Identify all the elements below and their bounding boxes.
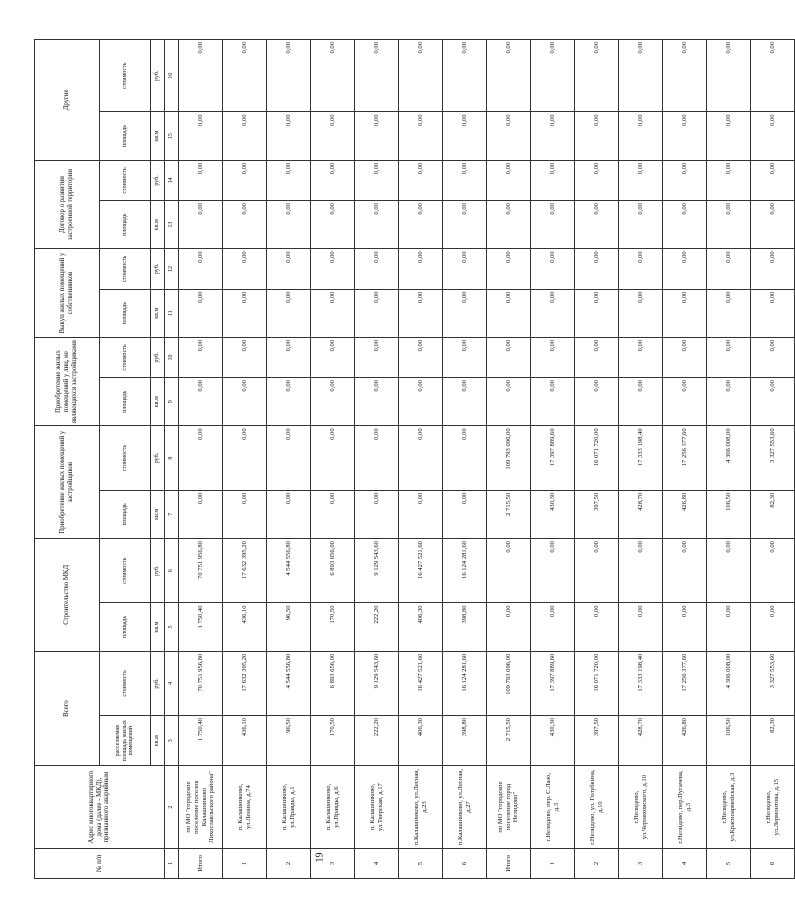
cell-zastr-area: 426,80	[663, 490, 707, 538]
cell-ne-zastr-cost: 0,00	[223, 337, 267, 377]
cell-vykup-cost: 0,00	[751, 249, 795, 289]
cell-zastr-area: 0,00	[399, 490, 443, 538]
cell-ne-zastr-cost: 0,00	[575, 337, 619, 377]
cell-other-area: 0,00	[179, 112, 223, 160]
cell-dogovor-area: 0,00	[663, 201, 707, 249]
cell-zastr-cost: 4 306 008,00	[707, 426, 751, 490]
row-address: п. Калашниково, ул.Ленина, д.74	[223, 766, 267, 848]
cell-dogovor-cost: 0,00	[355, 160, 399, 200]
row-number: 6	[443, 848, 487, 878]
header-row-subcolumns	[100, 40, 151, 879]
cell-mkd-area: 0,00	[663, 603, 707, 651]
cell-dogovor-area: 0,00	[355, 201, 399, 249]
cell-ne-zastr-area: 0,00	[267, 378, 311, 426]
cell-zastr-area: 0,00	[223, 490, 267, 538]
cell-mkd-area: 0,00	[751, 603, 795, 651]
cell-vsego-area: 426,80	[663, 716, 707, 766]
cell-other-cost: 0,00	[531, 40, 575, 113]
header-ne-zastr-area: площадь	[100, 378, 151, 426]
cell-other-area: 0,00	[355, 112, 399, 160]
cell-ne-zastr-cost: 0,00	[355, 337, 399, 377]
header-group-ne-zastr: Приобретение жилых помещений у лиц, не являющихся застройщиками	[35, 337, 100, 426]
cell-vsego-cost: 16 124 281,60	[443, 651, 487, 715]
header-zastr-cost: стоимость	[100, 426, 151, 490]
cell-other-area: 0,00	[663, 112, 707, 160]
cell-other-cost: 0,00	[355, 40, 399, 113]
unit-cell: кв.м	[151, 490, 165, 538]
cell-mkd-cost: 0,00	[707, 539, 751, 603]
cell-other-cost: 0,00	[399, 40, 443, 113]
cell-ne-zastr-cost: 0,00	[531, 337, 575, 377]
row-number: 1	[223, 848, 267, 878]
row-address: по МО "городское поселение поселок Калашниково Лихославльского района"	[179, 766, 223, 848]
table-row-total	[179, 40, 223, 879]
cell-vsego-cost: 17 256 377,60	[663, 651, 707, 715]
cell-other-cost: 0,00	[663, 40, 707, 113]
column-index-cell: 12	[165, 249, 179, 289]
cell-mkd-area: 222,20	[355, 603, 399, 651]
header-vykup-area: площадь	[100, 289, 151, 337]
cell-mkd-cost: 17 632 395,20	[223, 539, 267, 603]
cell-ne-zastr-area: 0,00	[223, 378, 267, 426]
unit-cell: руб.	[151, 651, 165, 715]
cell-ne-zastr-area: 0,00	[531, 378, 575, 426]
cell-ne-zastr-area: 0,00	[663, 378, 707, 426]
cell-other-area: 0,00	[707, 112, 751, 160]
cell-vsego-cost: 3 327 553,60	[751, 651, 795, 715]
row-number: 4	[663, 848, 707, 878]
cell-dogovor-cost: 0,00	[531, 160, 575, 200]
cell-vsego-cost: 4 544 556,80	[267, 651, 311, 715]
header-group-zastr: Приобретение жилых помещений у застройщиков	[35, 426, 100, 539]
cell-vykup-area: 0,00	[443, 289, 487, 337]
cell-vykup-area: 0,00	[267, 289, 311, 337]
cell-vsego-area: 170,50	[311, 716, 355, 766]
row-number: 6	[751, 848, 795, 878]
cell-zastr-area: 0,00	[179, 490, 223, 538]
row-number: 5	[399, 848, 443, 878]
unit-cell: руб.	[151, 539, 165, 603]
cell-mkd-cost: 0,00	[619, 539, 663, 603]
resettlement-table	[34, 39, 795, 879]
cell-ne-zastr-cost: 0,00	[399, 337, 443, 377]
cell-other-cost: 0,00	[311, 40, 355, 113]
cell-ne-zastr-cost: 0,00	[179, 337, 223, 377]
cell-vykup-area: 0,00	[355, 289, 399, 337]
cell-dogovor-cost: 0,00	[311, 160, 355, 200]
column-index-cell: 4	[165, 651, 179, 715]
cell-dogovor-cost: 0,00	[223, 160, 267, 200]
header-dogovor-area: площадь	[100, 201, 151, 249]
row-number: 3	[311, 848, 355, 878]
cell-ne-zastr-area: 0,00	[443, 378, 487, 426]
cell-vsego-area: 2 715,50	[487, 716, 531, 766]
table-row	[751, 40, 795, 879]
cell-vykup-area: 0,00	[311, 289, 355, 337]
row-number: Итого	[487, 848, 531, 878]
header-num: № п/п	[35, 848, 165, 878]
cell-zastr-area: 0,00	[311, 490, 355, 538]
cell-dogovor-area: 0,00	[707, 201, 751, 249]
cell-other-cost: 0,00	[575, 40, 619, 113]
cell-mkd-cost: 6 893 656,00	[311, 539, 355, 603]
cell-vykup-area: 0,00	[531, 289, 575, 337]
table-row	[355, 40, 399, 879]
header-address: Адрес многоквартирного дома (далее - МКД), признанного аварийным	[35, 766, 165, 848]
cell-zastr-area: 0,00	[267, 490, 311, 538]
row-address: г.Нелидово, ул.Черняховского, д.10	[619, 766, 663, 848]
cell-vsego-area: 406,30	[399, 716, 443, 766]
header-ne-zastr-cost: стоимость	[100, 337, 151, 377]
cell-ne-zastr-cost: 0,00	[619, 337, 663, 377]
cell-vsego-cost: 4 306 008,00	[707, 651, 751, 715]
cell-ne-zastr-area: 0,00	[179, 378, 223, 426]
header-group-mkd: Строительство МКД	[35, 539, 100, 652]
cell-ne-zastr-area: 0,00	[487, 378, 531, 426]
cell-other-cost: 0,00	[179, 40, 223, 113]
column-index-cell: 3	[165, 716, 179, 766]
cell-ne-zastr-cost: 0,00	[751, 337, 795, 377]
cell-zastr-cost: 17 333 198,40	[619, 426, 663, 490]
unit-cell: кв.м	[151, 201, 165, 249]
unit-cell: кв.м	[151, 112, 165, 160]
cell-other-area: 0,00	[751, 112, 795, 160]
unit-cell: кв.м	[151, 603, 165, 651]
cell-mkd-area: 0,00	[487, 603, 531, 651]
cell-ne-zastr-area: 0,00	[355, 378, 399, 426]
cell-vsego-area: 106,50	[707, 716, 751, 766]
table-row	[619, 40, 663, 879]
cell-mkd-area: 0,00	[619, 603, 663, 651]
cell-dogovor-cost: 0,00	[443, 160, 487, 200]
cell-vykup-cost: 0,00	[311, 249, 355, 289]
cell-vykup-area: 0,00	[751, 289, 795, 337]
cell-vsego-cost: 9 129 543,60	[355, 651, 399, 715]
cell-zastr-cost: 17 256 377,60	[663, 426, 707, 490]
cell-mkd-area: 0,00	[707, 603, 751, 651]
cell-vsego-area: 397,50	[575, 716, 619, 766]
cell-dogovor-cost: 0,00	[399, 160, 443, 200]
cell-vsego-area: 436,10	[223, 716, 267, 766]
row-address: г.Нелидово, пер.Пугачева, д.3	[663, 766, 707, 848]
cell-vsego-area: 96,50	[267, 716, 311, 766]
table-row	[663, 40, 707, 879]
row-address: п. Калашниково, ул.Тверская, д.17	[355, 766, 399, 848]
cell-dogovor-cost: 0,00	[707, 160, 751, 200]
row-number: 1	[531, 848, 575, 878]
cell-mkd-cost: 9 129 543,60	[355, 539, 399, 603]
cell-ne-zastr-cost: 0,00	[311, 337, 355, 377]
cell-vykup-cost: 0,00	[707, 249, 751, 289]
column-index-cell: 2	[165, 766, 179, 848]
cell-other-area: 0,00	[311, 112, 355, 160]
row-number: 5	[707, 848, 751, 878]
cell-zastr-cost: 16 071 720,00	[575, 426, 619, 490]
table-row	[707, 40, 751, 879]
cell-mkd-cost: 4 544 556,80	[267, 539, 311, 603]
cell-vykup-cost: 0,00	[179, 249, 223, 289]
cell-zastr-cost: 17 397 889,60	[531, 426, 575, 490]
cell-vykup-cost: 0,00	[443, 249, 487, 289]
cell-vykup-cost: 0,00	[355, 249, 399, 289]
row-number: 2	[575, 848, 619, 878]
column-index-cell: 11	[165, 289, 179, 337]
cell-zastr-cost: 0,00	[311, 426, 355, 490]
header-group-vykup: Выкуп жилых помещений у собственников	[35, 249, 100, 338]
table-row	[531, 40, 575, 879]
cell-zastr-area: 106,50	[707, 490, 751, 538]
row-address: г.Нелидово, пер. С.Лазо, д.3	[531, 766, 575, 848]
table-row	[443, 40, 487, 879]
cell-vykup-area: 0,00	[575, 289, 619, 337]
cell-mkd-area: 398,80	[443, 603, 487, 651]
column-index-cell: 13	[165, 201, 179, 249]
cell-mkd-cost: 0,00	[575, 539, 619, 603]
cell-other-area: 0,00	[575, 112, 619, 160]
cell-dogovor-area: 0,00	[487, 201, 531, 249]
row-address: п. Калашниково, ул.Правды, д.1	[267, 766, 311, 848]
table-row	[399, 40, 443, 879]
header-vsego-cost: стоимость	[100, 651, 151, 715]
cell-ne-zastr-cost: 0,00	[443, 337, 487, 377]
column-index-cell: 16	[165, 40, 179, 113]
cell-vykup-cost: 0,00	[663, 249, 707, 289]
cell-zastr-area: 0,00	[443, 490, 487, 538]
cell-ne-zastr-cost: 0,00	[267, 337, 311, 377]
cell-vykup-cost: 0,00	[399, 249, 443, 289]
cell-dogovor-area: 0,00	[751, 201, 795, 249]
cell-other-cost: 0,00	[443, 40, 487, 113]
cell-ne-zastr-area: 0,00	[399, 378, 443, 426]
header-dogovor-cost: стоимость	[100, 160, 151, 200]
unit-cell: руб.	[151, 426, 165, 490]
cell-vsego-cost: 6 893 656,00	[311, 651, 355, 715]
row-address: г.Нелидово, ул.Красноармейская, д.3	[707, 766, 751, 848]
cell-other-area: 0,00	[267, 112, 311, 160]
cell-dogovor-area: 0,00	[399, 201, 443, 249]
cell-vsego-area: 398,80	[443, 716, 487, 766]
cell-vsego-cost: 17 397 889,60	[531, 651, 575, 715]
cell-vsego-area: 1 750,40	[179, 716, 223, 766]
cell-zastr-cost: 0,00	[355, 426, 399, 490]
header-row-groups	[35, 40, 100, 879]
row-address: п. Калашниково, ул.Правды, д.6	[311, 766, 355, 848]
header-vykup-cost: стоимость	[100, 249, 151, 289]
row-address: г.Нелидово, ул.Лермонтова, д.15	[751, 766, 795, 848]
cell-mkd-area: 406,30	[399, 603, 443, 651]
cell-vsego-area: 222,20	[355, 716, 399, 766]
cell-vykup-cost: 0,00	[487, 249, 531, 289]
row-number: 4	[355, 848, 399, 878]
cell-other-area: 0,00	[443, 112, 487, 160]
cell-dogovor-cost: 0,00	[663, 160, 707, 200]
cell-mkd-area: 1 750,40	[179, 603, 223, 651]
cell-vykup-area: 0,00	[223, 289, 267, 337]
cell-vsego-cost: 17 632 395,20	[223, 651, 267, 715]
column-index-cell: 7	[165, 490, 179, 538]
cell-dogovor-area: 0,00	[531, 201, 575, 249]
cell-vykup-area: 0,00	[663, 289, 707, 337]
cell-mkd-cost: 16 124 281,60	[443, 539, 487, 603]
cell-zastr-cost: 0,00	[443, 426, 487, 490]
cell-vsego-cost: 16 071 720,00	[575, 651, 619, 715]
cell-dogovor-cost: 0,00	[267, 160, 311, 200]
cell-other-cost: 0,00	[267, 40, 311, 113]
cell-mkd-cost: 0,00	[663, 539, 707, 603]
rotated-table-wrapper	[34, 39, 780, 879]
cell-vykup-area: 0,00	[399, 289, 443, 337]
unit-cell: кв.м	[151, 716, 165, 766]
header-row-units	[151, 40, 165, 879]
unit-cell: руб.	[151, 337, 165, 377]
cell-other-area: 0,00	[531, 112, 575, 160]
column-index-cell: 14	[165, 160, 179, 200]
cell-zastr-cost: 0,00	[267, 426, 311, 490]
row-number: 2	[267, 848, 311, 878]
cell-vsego-cost: 16 427 521,60	[399, 651, 443, 715]
cell-zastr-area: 0,00	[355, 490, 399, 538]
header-mkd-cost: стоимость	[100, 539, 151, 603]
unit-cell: руб.	[151, 40, 165, 113]
cell-ne-zastr-area: 0,00	[311, 378, 355, 426]
cell-vykup-area: 0,00	[179, 289, 223, 337]
cell-other-area: 0,00	[619, 112, 663, 160]
cell-dogovor-cost: 0,00	[751, 160, 795, 200]
cell-mkd-cost: 16 427 521,60	[399, 539, 443, 603]
cell-mkd-area: 436,10	[223, 603, 267, 651]
header-other-cost: стоимость	[100, 40, 151, 113]
cell-mkd-area: 96,50	[267, 603, 311, 651]
row-number: 3	[619, 848, 663, 878]
table-row	[223, 40, 267, 879]
unit-cell: руб.	[151, 160, 165, 200]
cell-other-area: 0,00	[399, 112, 443, 160]
unit-cell: кв.м	[151, 289, 165, 337]
cell-zastr-cost: 0,00	[223, 426, 267, 490]
cell-vykup-cost: 0,00	[267, 249, 311, 289]
cell-mkd-area: 0,00	[531, 603, 575, 651]
cell-vykup-area: 0,00	[487, 289, 531, 337]
column-index-cell: 9	[165, 378, 179, 426]
cell-zastr-area: 430,30	[531, 490, 575, 538]
cell-zastr-area: 82,30	[751, 490, 795, 538]
unit-cell: руб.	[151, 249, 165, 289]
table-row-total	[487, 40, 531, 879]
cell-vykup-area: 0,00	[619, 289, 663, 337]
cell-dogovor-area: 0,00	[311, 201, 355, 249]
cell-vsego-cost: 17 333 198,40	[619, 651, 663, 715]
cell-ne-zastr-area: 0,00	[619, 378, 663, 426]
page-number: 19	[314, 852, 326, 863]
unit-cell: кв.м	[151, 378, 165, 426]
cell-zastr-cost: 3 327 553,60	[751, 426, 795, 490]
row-address: п.Калашниково, ул.Лесная, д.27	[443, 766, 487, 848]
cell-mkd-cost: 70 751 956,80	[179, 539, 223, 603]
row-number: Итого	[179, 848, 223, 878]
cell-dogovor-area: 0,00	[179, 201, 223, 249]
row-address: по МО "городское поселение город Нелидово"	[487, 766, 531, 848]
cell-dogovor-cost: 0,00	[487, 160, 531, 200]
cell-zastr-area: 428,70	[619, 490, 663, 538]
column-index-cell: 10	[165, 337, 179, 377]
cell-other-cost: 0,00	[707, 40, 751, 113]
cell-ne-zastr-area: 0,00	[575, 378, 619, 426]
cell-zastr-cost: 0,00	[399, 426, 443, 490]
table-row	[311, 40, 355, 879]
cell-zastr-cost: 109 793 096,00	[487, 426, 531, 490]
cell-ne-zastr-area: 0,00	[751, 378, 795, 426]
column-index-cell: 5	[165, 603, 179, 651]
table-row	[267, 40, 311, 879]
row-address: п.Калашниково, ул.Лесная, д.23	[399, 766, 443, 848]
column-index-cell: 8	[165, 426, 179, 490]
cell-other-cost: 0,00	[619, 40, 663, 113]
cell-dogovor-area: 0,00	[443, 201, 487, 249]
header-zastr-area: площадь	[100, 490, 151, 538]
cell-dogovor-area: 0,00	[575, 201, 619, 249]
header-mkd-area: площадь	[100, 603, 151, 651]
cell-zastr-cost: 0,00	[179, 426, 223, 490]
table-body	[35, 40, 795, 879]
cell-other-area: 0,00	[223, 112, 267, 160]
cell-mkd-area: 0,00	[575, 603, 619, 651]
cell-mkd-area: 170,50	[311, 603, 355, 651]
cell-mkd-cost: 0,00	[531, 539, 575, 603]
cell-other-cost: 0,00	[487, 40, 531, 113]
cell-ne-zastr-cost: 0,00	[663, 337, 707, 377]
cell-vsego-cost: 109 793 096,00	[487, 651, 531, 715]
cell-other-cost: 0,00	[223, 40, 267, 113]
row-address: г.Нелидово, ул. Голубкина, д.10	[575, 766, 619, 848]
column-index-cell: 6	[165, 539, 179, 603]
cell-ne-zastr-cost: 0,00	[487, 337, 531, 377]
header-group-dogovor: Договор о развитии застроенной территории	[35, 160, 100, 249]
cell-vykup-cost: 0,00	[619, 249, 663, 289]
cell-vsego-cost: 70 751 956,80	[179, 651, 223, 715]
header-group-vsego: Всего	[35, 651, 100, 766]
cell-vsego-area: 430,30	[531, 716, 575, 766]
cell-other-area: 0,00	[487, 112, 531, 160]
cell-zastr-area: 397,50	[575, 490, 619, 538]
cell-vykup-cost: 0,00	[575, 249, 619, 289]
column-index-cell: 15	[165, 112, 179, 160]
column-index-cell: 1	[165, 848, 179, 878]
cell-mkd-cost: 0,00	[751, 539, 795, 603]
cell-vykup-cost: 0,00	[223, 249, 267, 289]
header-vsego-area: расселяемая площадь жилых помещений	[100, 716, 151, 766]
cell-dogovor-cost: 0,00	[575, 160, 619, 200]
cell-dogovor-area: 0,00	[223, 201, 267, 249]
header-group-other: Другие	[35, 40, 100, 161]
header-row-column-index	[165, 40, 179, 879]
cell-mkd-cost: 0,00	[487, 539, 531, 603]
cell-zastr-area: 2 715,50	[487, 490, 531, 538]
cell-vsego-area: 82,30	[751, 716, 795, 766]
table-row	[575, 40, 619, 879]
cell-vykup-cost: 0,00	[531, 249, 575, 289]
cell-dogovor-area: 0,00	[267, 201, 311, 249]
cell-other-cost: 0,00	[751, 40, 795, 113]
cell-dogovor-cost: 0,00	[179, 160, 223, 200]
cell-ne-zastr-cost: 0,00	[707, 337, 751, 377]
cell-vykup-area: 0,00	[707, 289, 751, 337]
cell-ne-zastr-area: 0,00	[707, 378, 751, 426]
cell-dogovor-area: 0,00	[619, 201, 663, 249]
cell-vsego-area: 428,70	[619, 716, 663, 766]
cell-dogovor-cost: 0,00	[619, 160, 663, 200]
header-other-area: площадь	[100, 112, 151, 160]
